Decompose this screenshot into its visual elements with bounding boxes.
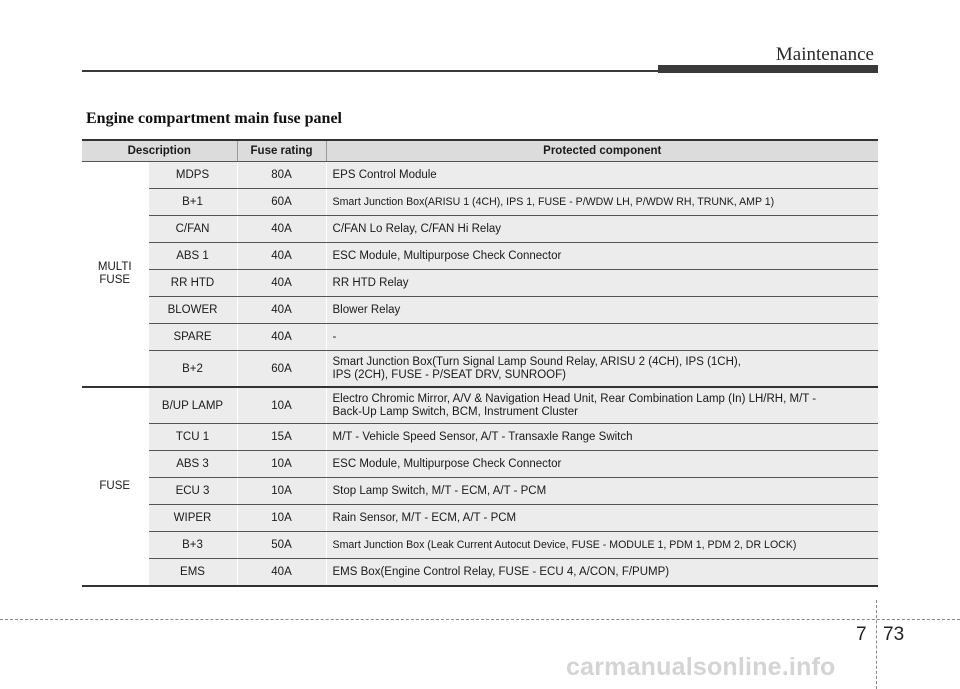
cell-protected-component xyxy=(326,559,878,587)
component-text: ESC Module, Multipurpose Check Connector xyxy=(332,457,562,470)
table-row xyxy=(82,451,878,478)
cell-fuse-rating: 40A xyxy=(237,216,326,243)
component-text: RR HTD Relay xyxy=(332,276,409,289)
group-label-line: MULTI xyxy=(97,261,132,273)
cell-description: EMS xyxy=(148,559,237,587)
cell-fuse-rating: 10A xyxy=(237,451,326,478)
table-row xyxy=(82,189,878,216)
table-row xyxy=(82,559,878,587)
cell-protected-component xyxy=(326,387,878,424)
component-text: Smart Junction Box (Leak Current Autocut Device, FUSE - MODULE 1, PDM 1, PDM 2, DR LOCK) xyxy=(332,538,797,551)
table-row xyxy=(82,351,878,388)
table-row xyxy=(82,324,878,351)
header-rule-thin xyxy=(82,70,660,72)
cell-protected-component xyxy=(326,189,878,216)
component-text: Stop Lamp Switch, M/T - ECM, A/T - PCM xyxy=(332,484,547,497)
cell-fuse-rating: 40A xyxy=(237,297,326,324)
cell-protected-component xyxy=(326,351,878,388)
table-row xyxy=(82,270,878,297)
cell-protected-component xyxy=(326,424,878,451)
table-row xyxy=(82,162,878,189)
cell-protected-component xyxy=(326,478,878,505)
cell-protected-component xyxy=(326,270,878,297)
cell-protected-component xyxy=(326,297,878,324)
header-title: Maintenance xyxy=(775,44,874,65)
cell-protected-component xyxy=(326,505,878,532)
table-row xyxy=(82,297,878,324)
table-row xyxy=(82,505,878,532)
cell-fuse-rating: 40A xyxy=(237,324,326,351)
component-text: ESC Module, Multipurpose Check Connector xyxy=(332,249,562,262)
group-label-line: FUSE xyxy=(99,480,131,492)
component-text: Blower Relay xyxy=(332,303,401,316)
cell-fuse-rating: 40A xyxy=(237,559,326,587)
cell-fuse-rating: 40A xyxy=(237,270,326,297)
cell-protected-component xyxy=(326,532,878,559)
cell-fuse-rating: 80A xyxy=(237,162,326,189)
cell-description: B/UP LAMP xyxy=(148,387,237,424)
group-multi-fuse xyxy=(82,162,878,388)
cell-protected-component xyxy=(326,216,878,243)
cell-protected-component xyxy=(326,324,878,351)
header-rule-thick xyxy=(658,65,878,73)
cell-description: B+2 xyxy=(148,351,237,388)
cell-fuse-rating: 10A xyxy=(237,505,326,532)
table-row xyxy=(82,387,878,424)
cell-description: RR HTD xyxy=(148,270,237,297)
cell-fuse-rating: 50A xyxy=(237,532,326,559)
footer-page-number: 73 xyxy=(883,624,905,645)
cell-protected-component xyxy=(326,451,878,478)
cell-description: B+3 xyxy=(148,532,237,559)
cell-description: ABS 1 xyxy=(148,243,237,270)
footer-section-number: 7 xyxy=(856,624,867,645)
cell-description: BLOWER xyxy=(148,297,237,324)
cell-description: ECU 3 xyxy=(148,478,237,505)
cell-fuse-rating: 15A xyxy=(237,424,326,451)
cell-description: WIPER xyxy=(148,505,237,532)
fuse-table xyxy=(82,139,878,587)
cell-description: ABS 3 xyxy=(148,451,237,478)
component-text: Smart Junction Box(Turn Signal Lamp Sound Relay, ARISU 2 (4CH), IPS (1CH), xyxy=(332,355,741,368)
section-title: Engine compartment main fuse panel xyxy=(86,110,342,127)
cell-fuse-rating: 10A xyxy=(237,387,326,424)
header-protected-component: Protected component xyxy=(326,140,878,162)
component-text: Back-Up Lamp Switch, BCM, Instrument Cluster xyxy=(332,405,578,418)
component-text: EMS Box(Engine Control Relay, FUSE - ECU 4, A/CON, F/PUMP) xyxy=(332,565,670,578)
cell-fuse-rating: 10A xyxy=(237,478,326,505)
table-row xyxy=(82,243,878,270)
component-text: - xyxy=(332,330,337,343)
table-row xyxy=(82,478,878,505)
footer-rule xyxy=(0,619,960,620)
cell-description: TCU 1 xyxy=(148,424,237,451)
cell-protected-component xyxy=(326,162,878,189)
component-text: Smart Junction Box(ARISU 1 (4CH), IPS 1, FUSE - P/WDW LH, P/WDW RH, TRUNK, AMP 1) xyxy=(332,195,775,208)
cell-protected-component xyxy=(326,243,878,270)
component-text: EPS Control Module xyxy=(332,168,437,181)
cell-description: C/FAN xyxy=(148,216,237,243)
cell-fuse-rating: 60A xyxy=(237,351,326,388)
group-label xyxy=(82,162,148,388)
watermark-link[interactable]: carmanualsonline.info xyxy=(566,653,836,681)
table-row xyxy=(82,216,878,243)
group-label xyxy=(82,387,148,586)
cell-fuse-rating: 60A xyxy=(237,189,326,216)
cell-description: B+1 xyxy=(148,189,237,216)
table-header-row xyxy=(82,140,878,162)
header-fuse-rating: Fuse rating xyxy=(237,140,326,162)
component-text: Rain Sensor, M/T - ECM, A/T - PCM xyxy=(332,511,517,524)
component-text: C/FAN Lo Relay, C/FAN Hi Relay xyxy=(332,222,502,235)
header-description: Description xyxy=(82,140,237,162)
cell-description: MDPS xyxy=(148,162,237,189)
group-label-line: FUSE xyxy=(99,274,131,286)
cell-fuse-rating: 40A xyxy=(237,243,326,270)
component-text: IPS (2CH), FUSE - P/SEAT DRV, SUNROOF) xyxy=(332,368,566,381)
table-row xyxy=(82,424,878,451)
table-row xyxy=(82,532,878,559)
component-text: Electro Chromic Mirror, A/V & Navigation Head Unit, Rear Combination Lamp (In) LH/RH, M/T - xyxy=(332,392,817,405)
group-fuse xyxy=(82,387,878,586)
cell-description: SPARE xyxy=(148,324,237,351)
footer-divider xyxy=(876,600,877,689)
component-text: M/T - Vehicle Speed Sensor, A/T - Transaxle Range Switch xyxy=(332,430,633,443)
